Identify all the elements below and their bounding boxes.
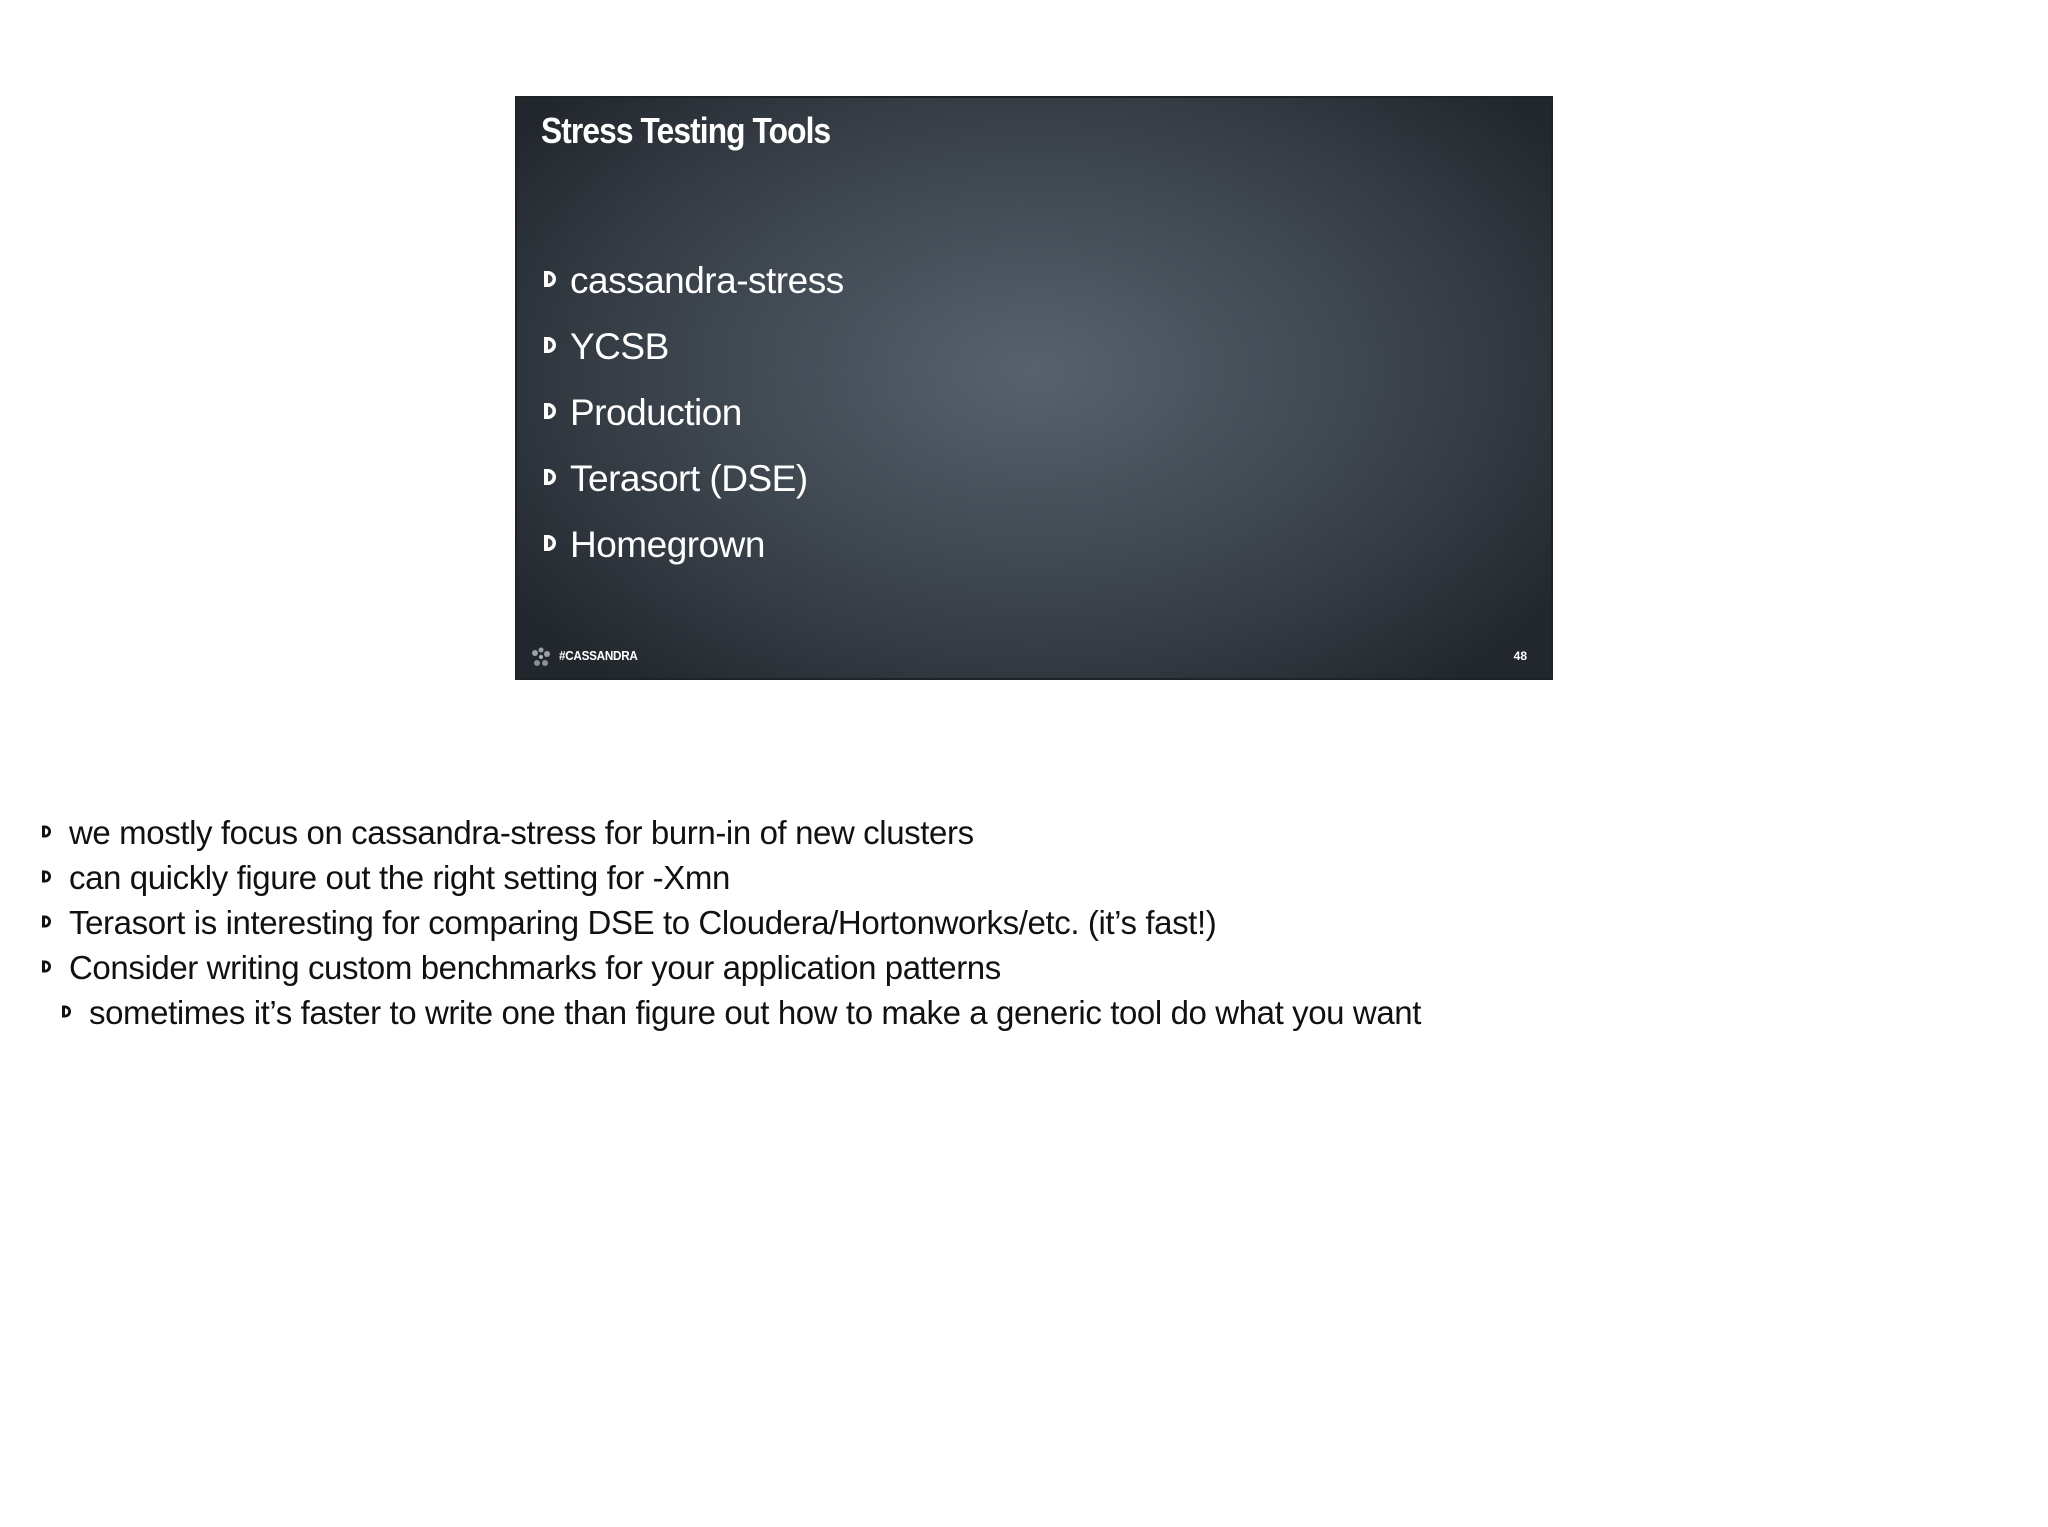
note-item <box>40 900 1421 945</box>
slide-bullet-item <box>541 446 844 512</box>
slide-bullet-text: Production <box>570 392 742 433</box>
slide-bullet-text: Terasort (DSE) <box>570 458 808 499</box>
slide-bullet-text: YCSB <box>570 326 669 367</box>
half-circle-bullet-icon <box>541 467 558 487</box>
note-text: can quickly figure out the right setting for -Xmn <box>69 858 730 896</box>
half-circle-bullet-icon <box>40 914 53 929</box>
slide-bullet-text: cassandra-stress <box>570 260 844 301</box>
half-circle-bullet-icon <box>40 869 53 884</box>
note-item <box>40 855 1421 900</box>
speaker-notes <box>40 810 1421 1035</box>
half-circle-bullet-icon <box>60 1004 73 1019</box>
half-circle-bullet-icon <box>541 401 558 421</box>
cassandra-logo-icon <box>529 646 553 670</box>
slide-bullet-list <box>541 248 844 578</box>
half-circle-bullet-icon <box>40 824 53 839</box>
half-circle-bullet-icon <box>541 533 558 553</box>
slide-bullet-item <box>541 248 844 314</box>
note-item <box>40 945 1421 990</box>
note-text: we mostly focus on cassandra-stress for burn-in of new clusters <box>69 813 974 851</box>
slide-page-number: 48 <box>1513 649 1527 663</box>
note-text: sometimes it’s faster to write one than figure out how to make a generic tool do what you want <box>89 993 1422 1031</box>
slide-title: Stress Testing Tools <box>541 110 831 151</box>
note-subitem <box>40 990 1421 1035</box>
note-text: Consider writing custom benchmarks for your application patterns <box>69 948 1001 986</box>
note-text: Terasort is interesting for comparing DSE to Cloudera/Hortonworks/etc. (it’s fast!) <box>69 903 1217 941</box>
half-circle-bullet-icon <box>541 335 558 355</box>
slide-bullet-item <box>541 380 844 446</box>
slide-bullet-item <box>541 512 844 578</box>
half-circle-bullet-icon <box>40 959 53 974</box>
half-circle-bullet-icon <box>541 269 558 289</box>
slide-bullet-item <box>541 314 844 380</box>
slide-footer-hashtag: #CASSANDRA <box>559 648 638 663</box>
slide-bullet-text: Homegrown <box>570 524 765 565</box>
note-item <box>40 810 1421 855</box>
slide-thumbnail <box>515 96 1553 680</box>
